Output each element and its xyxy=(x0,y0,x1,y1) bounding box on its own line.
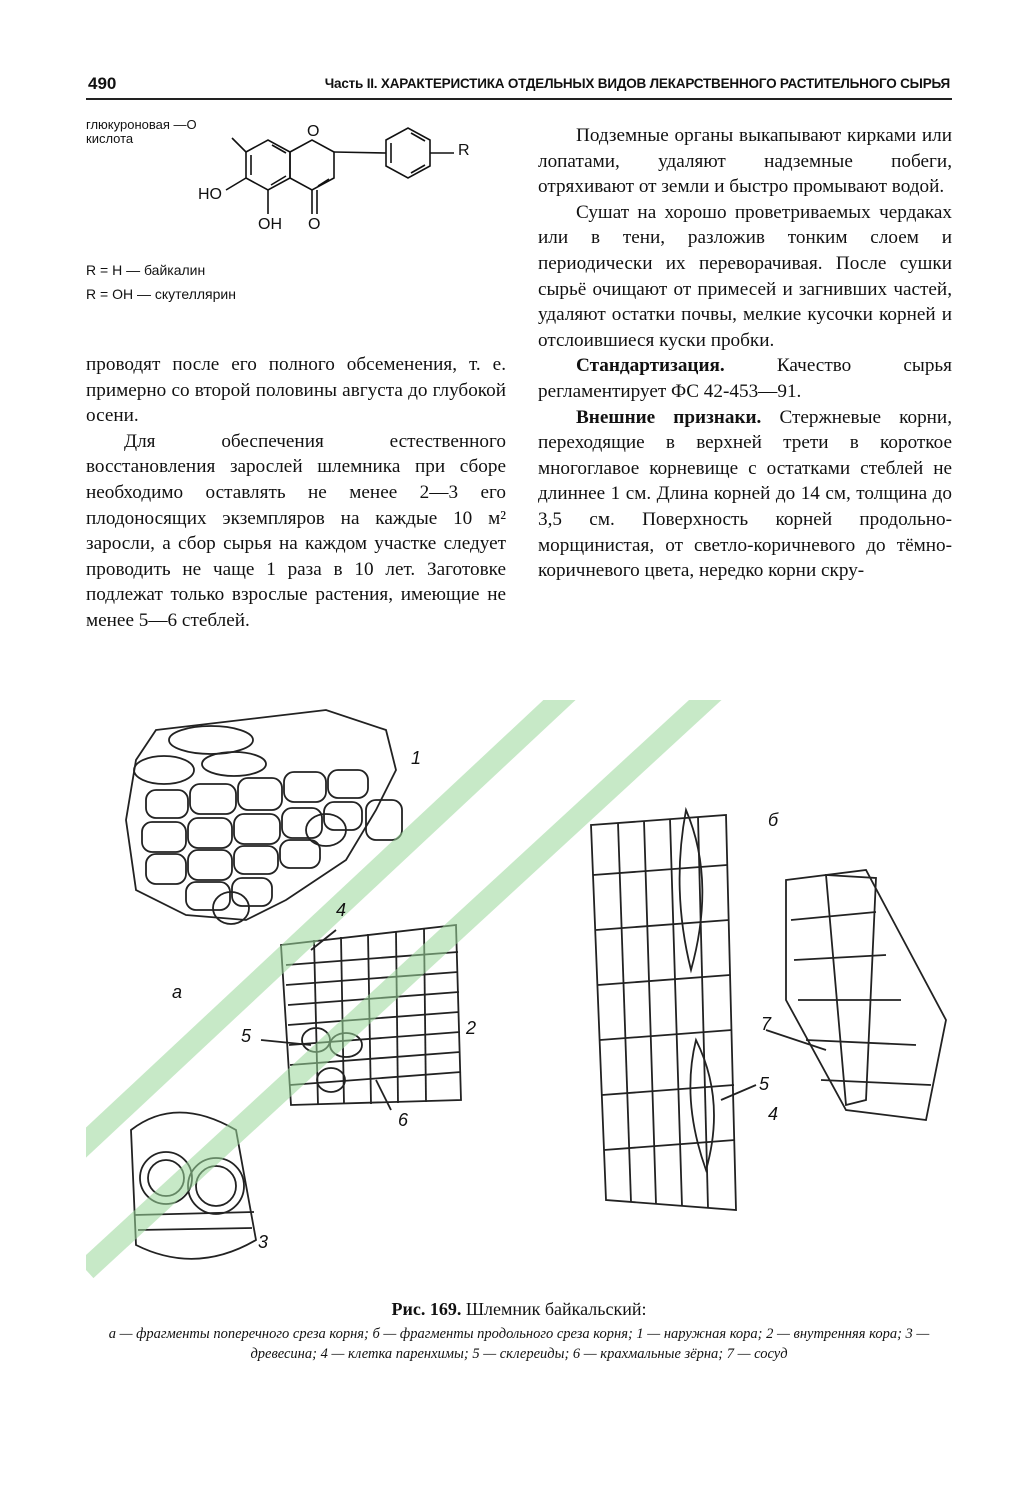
r-group-label: R xyxy=(458,142,470,159)
watermark-stripes xyxy=(86,700,952,1270)
figure-caption xyxy=(86,1298,952,1364)
micrograph-drawing xyxy=(86,700,952,1280)
features-heading: Внешние признаки. xyxy=(576,406,762,428)
label-2: 2 xyxy=(466,1018,477,1038)
fragment-longitudinal-parenchyma xyxy=(591,810,736,1210)
ring-oxygen: O xyxy=(307,123,320,140)
substituent-label: глюкуроновая —O кислота xyxy=(86,117,197,146)
label-6: 6 xyxy=(398,1110,409,1130)
formula-legend-scutellarin: R = OH — скутеллярин xyxy=(86,286,236,302)
formula-legend-baicalin: R = H — байкалин xyxy=(86,262,206,278)
label-a: а xyxy=(172,982,183,1002)
standardization-paragraph xyxy=(538,353,952,404)
paragraph: Сушат на хорошо проветриваемых чердаках или в тени, разложив тонким слоем и периодически их переворачивая. После сушки сырьё очищают от примесей и загнивших частей, удаляют остатки почвы, мелкие кусочки корней и отслоившиеся куски пробки. xyxy=(538,201,952,351)
standardization-heading: Стандартизация. xyxy=(576,355,725,377)
running-title: Часть II. ХАРАКТЕРИСТИКА ОТДЕЛЬНЫХ ВИДОВ ЛЕКАРСТВЕННОГО РАСТИТЕЛЬНОГО СЫРЬЯ xyxy=(324,76,950,91)
paragraph: проводят после его полного обсеменения, т. е. примерно со второй половины августа до глубокой осени. xyxy=(86,354,506,427)
caption-number: Рис. 169. xyxy=(391,1299,462,1319)
label-1: 1 xyxy=(411,748,422,768)
label-5b: 5 xyxy=(759,1074,770,1094)
features-text: Стержневые корни, переходящие в верхней трети в короткое многоглавое корневище с остатками стеблей не длиннее 1 см. Длина корней до 14 см, толщина до 3,5 см. Поверхность корней продольно-морщинистая, от светло-коричневого до тёмно-коричневого цвета, нередко корни скру- xyxy=(538,406,952,582)
right-column xyxy=(538,123,952,584)
page-number: 490 xyxy=(88,74,117,93)
left-column xyxy=(86,352,506,634)
features-paragraph xyxy=(538,405,952,584)
figure-169 xyxy=(86,700,952,1280)
chemical-formula xyxy=(86,110,506,310)
paragraph: Для обеспечения естественного восстановления зарослей шлемника при сборе необходимо оставлять не менее 2—3 его плодоносящих экземпляров на каждые 10 м² заросли, а сбор сырья на каждом участке следует проводить не чаще 1 раза в 10 лет. Заготовке подлежат только взрослые растения, имеющие не менее 5—6 стеблей. xyxy=(86,430,506,631)
oh-label: OH xyxy=(258,216,282,233)
label-4b: 4 xyxy=(768,1104,779,1124)
fragment-vessel xyxy=(786,870,946,1120)
label-7: 7 xyxy=(761,1014,772,1034)
standardization-text: Качество сырья регламентирует ФС 42-453—91. xyxy=(538,355,952,402)
caption-body: а — фрагменты поперечного среза корня; б — фрагменты продольного среза корня; 1 — наружная кора; 2 — внутренняя кора; 3 — древесина; 4 — клетка паренхимы; 5 — склереиды; 6 — крахмальные зёрна; 7 — сосуд xyxy=(108,1326,930,1362)
ho-label: HO xyxy=(198,186,222,203)
label-b: б xyxy=(768,810,779,830)
label-4a: 4 xyxy=(336,900,347,920)
paragraph: Подземные органы выкапывают кирками или лопатами, удаляют надземные побеги, отряхивают от земли и быстро промывают водой. xyxy=(538,125,952,198)
page-header xyxy=(86,70,952,100)
caption-title: Шлемник байкальский: xyxy=(465,1299,647,1319)
carbonyl-oxygen: O xyxy=(308,216,321,233)
label-3: 3 xyxy=(258,1232,269,1252)
label-5a: 5 xyxy=(241,1026,252,1046)
